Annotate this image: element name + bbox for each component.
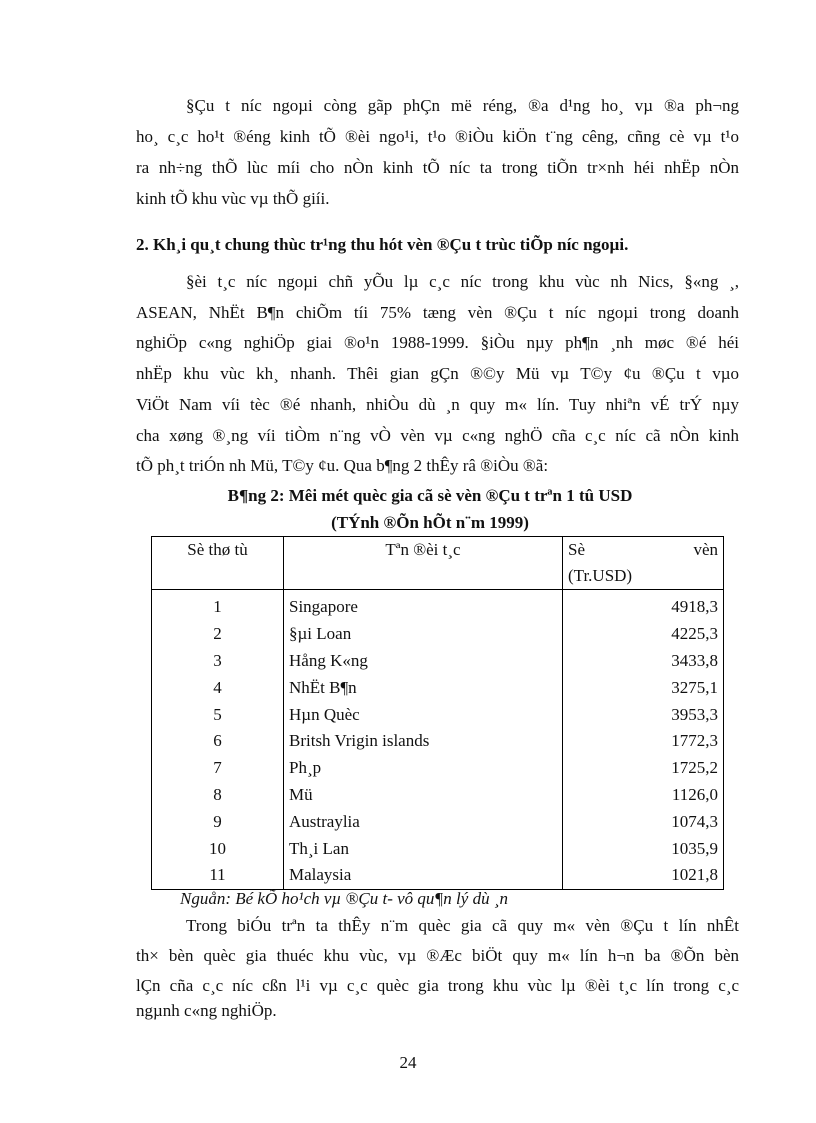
- table-header-row: [152, 537, 724, 590]
- row-capital: 4918,3: [671, 597, 718, 617]
- paragraph-2-line-7: tÕ ph¸t triÓn nh Mü, T©y ¢u. Qua b¶ng 2 thÊy râ ®iÒu ®ã:: [136, 456, 549, 475]
- row-capital: 1021,8: [671, 865, 718, 885]
- row-capital: 4225,3: [671, 624, 718, 644]
- table-row: [152, 808, 724, 835]
- row-partner: Ph¸p: [284, 755, 563, 782]
- table-subtitle: (TÝnh ®Õn hÕt n¨m 1999): [331, 513, 529, 532]
- header-capital-unit: (Tr.USD): [568, 566, 633, 585]
- row-capital: 3275,1: [671, 677, 718, 697]
- row-partner: §µi Loan: [284, 621, 563, 648]
- table-row: [152, 621, 724, 648]
- table-row: [152, 728, 724, 755]
- row-capital: 1772,3: [671, 731, 718, 751]
- row-rank: 7: [152, 755, 284, 782]
- paragraph-2-line-5: ViÖt Nam víi tèc ®é nhanh, nhiÒu dù ¸n quy m« lín. Tuy nhiªn vÉ trÝ nµy: [136, 395, 739, 414]
- table-row: [152, 862, 724, 889]
- paragraph-3-line-4: ngµnh c«ng nghiÖp.: [136, 1001, 277, 1020]
- paragraph-2-line-4: nhËp khu vùc kh¸ nhanh. Thêi gian gÇn ®©y Mü vµ T©y ¢u ®Çu t vµo: [136, 364, 739, 383]
- paragraph-2-line-2: ASEAN, NhËt B¶n chiÕm tíi 75% tæng vèn ®Çu t níc ngoµi trong doanh: [136, 303, 739, 322]
- paragraph-2-line-6: cha xøng ®¸ng víi tiÒm n¨ng vÒ vèn vµ c«ng nghÖ cña c¸c níc cã nÒn kinh: [136, 426, 739, 445]
- row-capital: 3433,8: [671, 650, 718, 670]
- row-partner: Th¸i Lan: [284, 835, 563, 862]
- row-capital: 1725,2: [671, 758, 718, 778]
- row-partner: NhËt B¶n: [284, 674, 563, 701]
- table-row: [152, 701, 724, 728]
- row-capital: 1035,9: [671, 838, 718, 858]
- table-row: [152, 648, 724, 675]
- row-partner: Mü: [284, 782, 563, 809]
- table-row: [152, 835, 724, 862]
- paragraph-3-line-1: Trong biÓu trªn ta thÊy n¨m quèc gia cã quy m« vèn ®Çu t lín nhÊt: [186, 916, 739, 935]
- row-rank: 9: [152, 808, 284, 835]
- table-row: [152, 782, 724, 809]
- table-row: [152, 755, 724, 782]
- row-rank: 11: [152, 862, 284, 889]
- row-rank: 3: [152, 648, 284, 675]
- header-capital-word-2: vèn: [693, 540, 718, 559]
- paragraph-1-line-2: ho¸ c¸c ho¹t ®éng kinh tÕ ®èi ngo¹i, t¹o ®iÒu kiÖn t¨ng cêng, cñng cè vµ t¹o: [136, 127, 739, 146]
- paragraph-2-line-3: nghiÖp c«ng nghiÖp giai ®o¹n 1988-1999. §iÒu nµy ph¶n ¸nh møc ®é héi: [136, 333, 739, 352]
- header-capital: [563, 537, 724, 590]
- row-rank: 6: [152, 728, 284, 755]
- row-capital: 1126,0: [671, 784, 718, 804]
- row-partner: Austraylia: [284, 808, 563, 835]
- row-partner: Singapore: [284, 590, 563, 621]
- paragraph-1-line-1: §Çu t níc ngoµi còng gãp phÇn më réng, ®a d¹ng ho¸ vµ ®a ph¬ng: [186, 96, 739, 115]
- header-capital-word-1: Sè: [568, 540, 585, 559]
- paragraph-1-line-4: kinh tÕ khu vùc vµ thÕ giíi.: [136, 189, 330, 208]
- table-row: [152, 674, 724, 701]
- row-rank: 2: [152, 621, 284, 648]
- row-capital: 3953,3: [671, 704, 718, 724]
- section-heading: 2. Kh¸i qu¸t chung thùc tr¹ng thu hót vèn ®Çu t trùc tiÕp níc ngoµi.: [136, 235, 629, 254]
- header-rank: Sè thø tù: [152, 537, 284, 590]
- row-rank: 4: [152, 674, 284, 701]
- row-capital: 1074,3: [671, 811, 718, 831]
- row-partner: Britsh Vrigin islands: [284, 728, 563, 755]
- row-rank: 10: [152, 835, 284, 862]
- row-rank: 8: [152, 782, 284, 809]
- row-partner: Hµn Quèc: [284, 701, 563, 728]
- header-partner: Tªn ®èi t¸c: [284, 537, 563, 590]
- page-number: 24: [399, 1053, 417, 1072]
- row-partner: Hång K«ng: [284, 648, 563, 675]
- table-row: [152, 590, 724, 621]
- paragraph-2-line-1: §èi t¸c níc ngoµi chñ yÕu lµ c¸c níc trong khu vùc nh Nics, §«ng ¸,: [186, 272, 739, 291]
- row-partner: Malaysia: [284, 862, 563, 889]
- row-rank: 5: [152, 701, 284, 728]
- source-note: Nguån: Bé kÕ ho¹ch vµ ®Çu t- vô qu¶n lý dù ¸n: [180, 889, 508, 908]
- paragraph-3-line-2: th× bèn quèc gia thuéc khu vùc, vµ ®Æc biÖt quy m« lín h¬n ba ®Õn bèn: [136, 946, 739, 965]
- paragraph-3-line-3: lÇn cña c¸c níc cßn l¹i vµ c¸c quèc gia trong khu vùc lµ ®èi t¸c lín trong c¸c: [136, 976, 739, 995]
- paragraph-1-line-3: ra nh÷ng thÕ lùc míi cho nÒn kinh tÕ níc ta trong tiÕn tr×nh héi nhËp nÒn: [136, 158, 739, 177]
- row-rank: 1: [152, 590, 284, 621]
- investment-table: [151, 536, 724, 890]
- table-title: B¶ng 2: Mêi mét quèc gia cã sè vèn ®Çu t trªn 1 tû USD: [227, 486, 633, 505]
